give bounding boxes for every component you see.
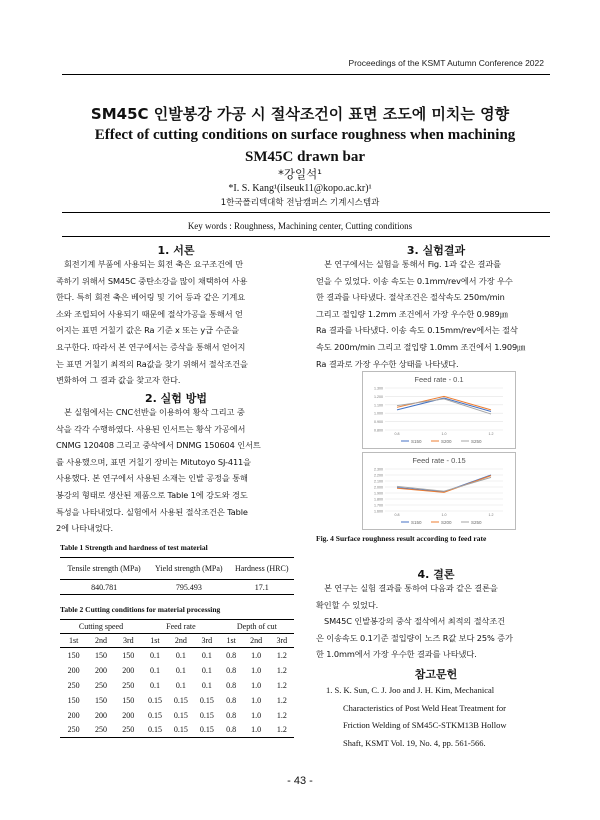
table2-group-header: Depth of cut [236, 622, 277, 631]
table2-row [60, 678, 294, 693]
table2-cell: 1.0 [251, 650, 262, 660]
table2-cell: 1.2 [276, 725, 287, 735]
page-number: - 43 - [287, 775, 313, 787]
title-korean: SM45C 인발봉강 가공 시 절삭조건이 표면 조도에 미치는 영향 [90, 105, 510, 123]
table2-cell: 0.1 [201, 665, 212, 675]
table2-cell: 250 [94, 725, 107, 735]
table2-cell: 0.1 [175, 680, 186, 690]
chart-y-tick: 0.900 [374, 420, 383, 425]
table2-cell: 200 [67, 665, 80, 675]
references-title: 참고문헌 [414, 668, 458, 681]
table2-cell: 0.8 [226, 710, 237, 720]
chart-y-tick: 2.200 [374, 473, 383, 478]
table2-cell: 0.1 [201, 650, 212, 660]
table2-subheader: 2nd [94, 636, 107, 645]
reference-line: Friction Welding of SM45C-STKM13B Hollow [343, 720, 507, 730]
affiliation: 1한국폴리텍대학 전남캠퍼스 기계시스템과 [220, 198, 380, 208]
table2-cell: 1.2 [276, 695, 287, 705]
table2-cell: 200 [67, 710, 80, 720]
chart-y-tick: 2.000 [374, 485, 383, 490]
chart-legend-label: S150 [411, 519, 422, 525]
table2-cell: 0.15 [173, 725, 188, 735]
method-line: 본 실험에서는 CNC선반을 이용하여 황삭 그리고 중 [64, 407, 245, 417]
chart-feed-0.15-svg [363, 453, 515, 529]
method-line: CNMG 120408 그리고 중삭에서 DNMG 150604 인서트 [56, 440, 261, 451]
table2-cell: 1.2 [276, 650, 287, 660]
results-line: Ra 결과를 나타냈다. 이송 속도 0.15mm/rev에서는 절삭 [316, 325, 518, 336]
chart-y-tick: 1.300 [374, 386, 383, 391]
chart-title: Feed rate - 0.1 [414, 375, 464, 384]
title-english: Effect of cutting conditions on surface roughness when machining SM45C drawn bar [94, 127, 516, 165]
chart-legend-label: S250 [471, 519, 482, 525]
reference-list [326, 682, 552, 752]
table2-subheader: 3rd [122, 636, 134, 645]
chart-y-tick: 1.200 [374, 394, 383, 399]
table2-cell: 0.1 [149, 680, 160, 690]
table2-cell: 0.15 [173, 710, 188, 720]
chart-legend-label: S150 [411, 438, 422, 444]
chart-y-tick: 1.000 [374, 411, 383, 416]
section-method-title: 2. 실험 방법 [145, 392, 207, 405]
method-line: 를 사용했으며, 표면 거칠기 장비는 Mitutoyo SJ-411을 [56, 456, 251, 467]
table1-header: Tensile strength (MPa) [67, 564, 141, 573]
table2-cell: 0.8 [226, 695, 237, 705]
intro-line: 는 표면 거칠기 최적의 Ra값을 찾기 위해서 절삭조건을 [56, 358, 248, 369]
header-rule [62, 74, 550, 75]
chart-legend-label: S200 [441, 438, 452, 444]
table2-subheader: 1st [68, 636, 79, 645]
table2-cell: 0.1 [175, 650, 186, 660]
method-line: 사용했다. 본 연구에서 사용된 소재는 인발 공정을 통해 [56, 473, 248, 484]
table2-group-header: Cutting speed [78, 622, 124, 631]
chart-x-tick: 0.8 [394, 432, 400, 436]
results-line: 본 연구에서는 실험을 통해서 Fig. 1과 같은 결과를 [324, 259, 501, 269]
method-line: 2에 나타내었다. [56, 523, 113, 534]
reference-line: 1. S. K. Sun, C. J. Joo and J. H. Kim, Mechanical [326, 685, 495, 695]
section-introduction-title: 1. 서론 [157, 244, 195, 257]
method-line: 삭을 각각 수행하였다. 사용된 인서트는 황삭 가공에서 [56, 423, 246, 434]
results-line: 얻을 수 있었다. 이송 속도는 0.1mm/rev에서 가장 우수 [316, 275, 513, 286]
table2-subheader: 1st [150, 636, 160, 645]
table2-cell: 200 [122, 665, 135, 675]
reference-line: Shaft, KSMT Vol. 19, No. 4, pp. 561-566. [343, 737, 486, 748]
author-korean: *강일석¹ [278, 167, 322, 181]
table2-cell: 0.8 [226, 680, 237, 690]
table2-cell: 0.15 [199, 725, 214, 735]
chart-y-tick: 1.800 [374, 497, 383, 502]
results-line: 한 결과를 나타냈다. 절삭조건은 절삭속도 250m/min [316, 292, 505, 303]
table2-cell: 0.1 [175, 665, 186, 675]
table2-cell: 250 [67, 680, 80, 690]
chart-y-tick: 0.800 [374, 428, 383, 433]
table2-row [60, 648, 294, 663]
conclusion-line: 한 1.0mm에서 가장 우수한 결과를 나타냈다. [316, 649, 477, 660]
table1-header: Hardness (HRC) [234, 564, 289, 573]
table2-cell: 1.2 [276, 710, 287, 720]
conclusion-line: 은 이송속도 0.1기준 절입량이 노즈 R값 보다 25% 증가 [316, 632, 513, 643]
results-line: Ra 결과로 가장 우수한 상태를 나타냈다. [316, 358, 459, 369]
chart-feed-0.1 [362, 371, 516, 449]
table2-cell: 1.0 [251, 665, 262, 675]
table2-cell: 0.15 [173, 695, 188, 705]
table1-cell: 840.781 [91, 582, 118, 592]
table2-subheader: 1st [226, 636, 236, 645]
intro-line: 한다. 특히 회전 축은 베어링 및 기어 등과 같은 기계요 [56, 292, 246, 303]
table2-cell: 150 [67, 695, 80, 705]
table2-cell: 200 [94, 710, 107, 720]
reference-line: Characteristics of Post Weld Heat Treatment for [343, 702, 506, 713]
chart-x-tick: 1.0 [441, 513, 447, 517]
table2-cell: 0.15 [147, 695, 162, 705]
table1 [60, 557, 294, 595]
table2-cell: 0.8 [226, 725, 237, 735]
intro-line: 소와 조립되어 사용되기 때문에 절삭가공을 통해서 얻 [56, 308, 243, 319]
table2-cell: 250 [67, 725, 80, 735]
table2-cell: 1.2 [276, 665, 287, 675]
conclusion-line: 본 연구는 실험 결과를 통하여 다음과 같은 결론을 [324, 583, 498, 593]
chart-x-tick: 1.0 [441, 432, 447, 436]
table2-subheader: 3rd [201, 636, 213, 645]
table2-cell: 250 [94, 680, 107, 690]
chart-x-tick: 1.2 [488, 513, 494, 517]
table2-cell: 0.1 [149, 650, 160, 660]
table2-cell: 0.1 [149, 665, 160, 675]
table2-cell: 0.8 [226, 665, 237, 675]
table1-cell: 795.493 [175, 582, 202, 592]
chart-feed-0.1-svg [363, 372, 515, 448]
table2-cell: 150 [122, 695, 135, 705]
chart-y-tick: 1.900 [374, 491, 383, 496]
table2-cell: 150 [94, 650, 107, 660]
table2-subheader: 2nd [250, 636, 263, 645]
method-line: 봉강의 형태로 생산된 제품으로 Table 1에 강도와 경도 [56, 489, 248, 500]
chart-legend-label: S200 [441, 519, 452, 525]
proceedings-header: Proceedings of the KSMT Autumn Conference 2022 [348, 58, 544, 68]
table2-cell: 0.1 [201, 680, 212, 690]
results-line: 그리고 절입량 1.2mm 조건에서 가장 우수한 0.989㎛ [316, 308, 508, 319]
intro-line: 회전기계 부품에 사용되는 회전 축은 요구조건에 만 [64, 259, 244, 269]
chart-x-tick: 0.8 [394, 513, 400, 517]
chart-title: Feed rate - 0.15 [412, 456, 466, 465]
section-conclusion-body [316, 580, 556, 663]
table2-row [60, 708, 294, 723]
method-line: 특성을 나타내었다. 실험에서 사용된 절삭조건은 Table [56, 506, 248, 517]
conclusion-line: SM45C 인발봉강의 중삭 절삭에서 최적의 절삭조건 [324, 616, 505, 627]
intro-line: 변화하여 그 결과 값을 찾고자 한다. [56, 375, 181, 386]
table1-header: Yield strength (MPa) [155, 564, 223, 573]
chart-y-tick: 1.600 [374, 509, 383, 514]
keywords-rule-bottom [62, 236, 550, 237]
chart-y-tick: 2.300 [374, 467, 383, 472]
chart-y-tick: 1.700 [374, 503, 383, 508]
chart-x-tick: 1.2 [488, 432, 494, 436]
table2-row [60, 663, 294, 678]
table2 [60, 619, 294, 738]
chart-y-tick: 2.100 [374, 479, 383, 484]
chart-feed-0.15 [362, 452, 516, 530]
conclusion-line: 확인할 수 있었다. [316, 599, 379, 610]
table2-cell: 1.2 [276, 680, 287, 690]
table2-cell: 1.0 [251, 680, 262, 690]
intro-line: 요구한다. 따라서 본 연구에서는 증삭을 통해서 얻어지 [56, 341, 246, 352]
results-line: 속도 200m/min 그리고 절입량 1.0mm 조건에서 1.909㎛ [316, 341, 526, 352]
author-english: *I. S. Kang¹(ilseuk11@kopo.ac.kr)¹ [228, 183, 372, 194]
table2-cell: 250 [122, 725, 135, 735]
chart-series-line-S200 [397, 476, 491, 493]
table2-group-header: Feed rate [166, 622, 196, 631]
table2-cell: 0.15 [199, 710, 214, 720]
section-method-body [56, 404, 296, 537]
table2-caption: Table 2 Cutting conditions for material processing [60, 605, 221, 614]
table2-cell: 1.0 [251, 710, 262, 720]
table2-body [60, 648, 294, 738]
figure-caption: Fig. 4 Surface roughness result according to feed rate [316, 534, 487, 543]
table2-row [60, 723, 294, 738]
table2-row [60, 693, 294, 708]
table2-cell: 1.0 [251, 725, 262, 735]
table2-cell: 0.15 [199, 695, 214, 705]
chart-y-tick: 1.100 [374, 403, 383, 408]
table2-cell: 150 [122, 650, 135, 660]
keywords: Key words : Roughness, Machining center, Cutting conditions [187, 221, 413, 231]
table2-cell: 0.8 [226, 650, 237, 660]
table2-cell: 150 [67, 650, 80, 660]
table2-cell: 250 [122, 680, 135, 690]
table2-cell: 0.15 [147, 725, 162, 735]
table2-cell: 200 [122, 710, 135, 720]
table2-cell: 1.0 [251, 695, 262, 705]
section-results-body [316, 256, 556, 372]
table2-cell: 150 [94, 695, 107, 705]
section-introduction-body [56, 256, 296, 389]
keywords-rule-top [62, 212, 550, 213]
section-results-title: 3. 실험결과 [406, 244, 466, 257]
table2-cell: 0.15 [147, 710, 162, 720]
chart-legend-label: S250 [471, 438, 482, 444]
section-conclusion-title: 4. 결론 [417, 568, 455, 581]
intro-line: 어지는 표면 거칠기 값은 Ra 기준 x 또는 y급 수준을 [56, 325, 239, 336]
table2-cell: 200 [94, 665, 107, 675]
table1-cell: 17.1 [254, 582, 269, 592]
table1-caption: Table 1 Strength and hardness of test material [60, 543, 208, 552]
table2-subheader: 2nd [174, 636, 187, 645]
intro-line: 족하기 위해서 SM45C 중탄소강을 많이 채택하여 사용 [56, 275, 248, 286]
table2-subheader: 3rd [276, 636, 288, 645]
